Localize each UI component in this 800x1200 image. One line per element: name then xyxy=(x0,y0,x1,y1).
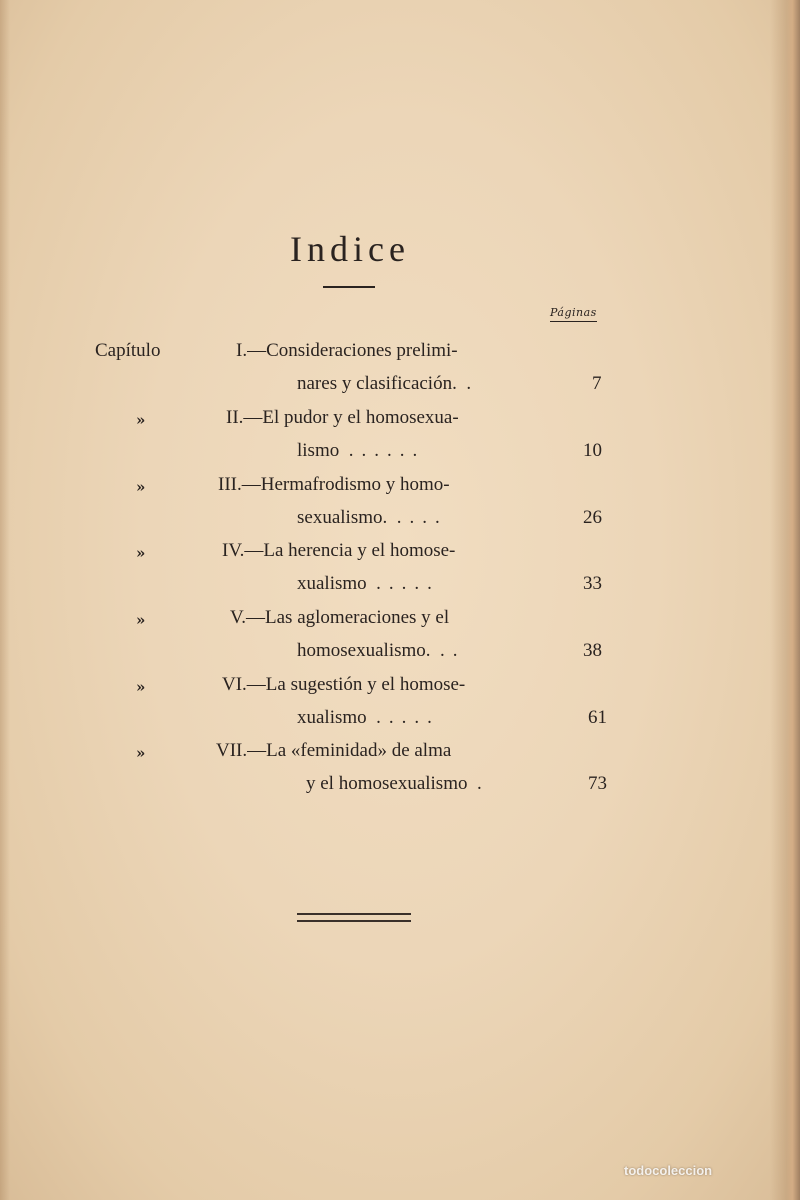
entry-3-line1: III.—Hermafrodismo y homo- xyxy=(218,474,450,495)
ditto-mark: » xyxy=(136,611,146,629)
entry-7-line1: VII.—La «feminidad» de alma xyxy=(216,740,452,761)
entry-1-line2: nares y clasificación. . xyxy=(297,373,480,394)
ditto-mark: » xyxy=(136,678,146,696)
ditto-mark: » xyxy=(136,544,146,562)
entry-5-line2: homosexualismo. .. xyxy=(297,640,466,661)
entry-6-line1: VI.—La sugestión y el homose- xyxy=(222,674,466,695)
chapter-label: Capítulo xyxy=(95,340,161,361)
ditto-mark: » xyxy=(136,744,146,762)
index-title: Indice xyxy=(290,229,410,269)
entry-4-page: 33 xyxy=(583,573,602,594)
entry-2-line2: lismo ...... xyxy=(297,440,426,461)
entry-1-page: 7 xyxy=(592,373,602,394)
entry-7-page: 73 xyxy=(588,773,607,794)
ditto-mark: » xyxy=(136,411,146,429)
entry-2-page: 10 xyxy=(583,440,602,461)
ditto-mark: » xyxy=(136,478,146,496)
watermark: todocoleccion xyxy=(624,1163,713,1178)
entry-5-line1: V.—Las aglomeraciones y el xyxy=(230,607,450,628)
entry-5-page: 38 xyxy=(583,640,602,661)
entry-4-line2: xualismo ..... xyxy=(297,573,440,594)
entry-1-line1: I.—Consideraciones prelimi- xyxy=(236,340,458,361)
entry-6-line2: xualismo ..... xyxy=(297,707,440,728)
paginas-header: Páginas xyxy=(550,306,597,322)
entry-3-line2: sexualismo. .... xyxy=(297,507,448,528)
entry-4-line1: IV.—La herencia y el homose- xyxy=(222,540,456,561)
double-rule-ornament xyxy=(297,913,411,922)
entry-7-line2: y el homosexualismo . xyxy=(306,773,490,794)
entry-6-page: 61 xyxy=(588,707,607,728)
entry-3-page: 26 xyxy=(583,507,602,528)
entry-2-line1: II.—El pudor y el homosexua- xyxy=(226,407,459,428)
